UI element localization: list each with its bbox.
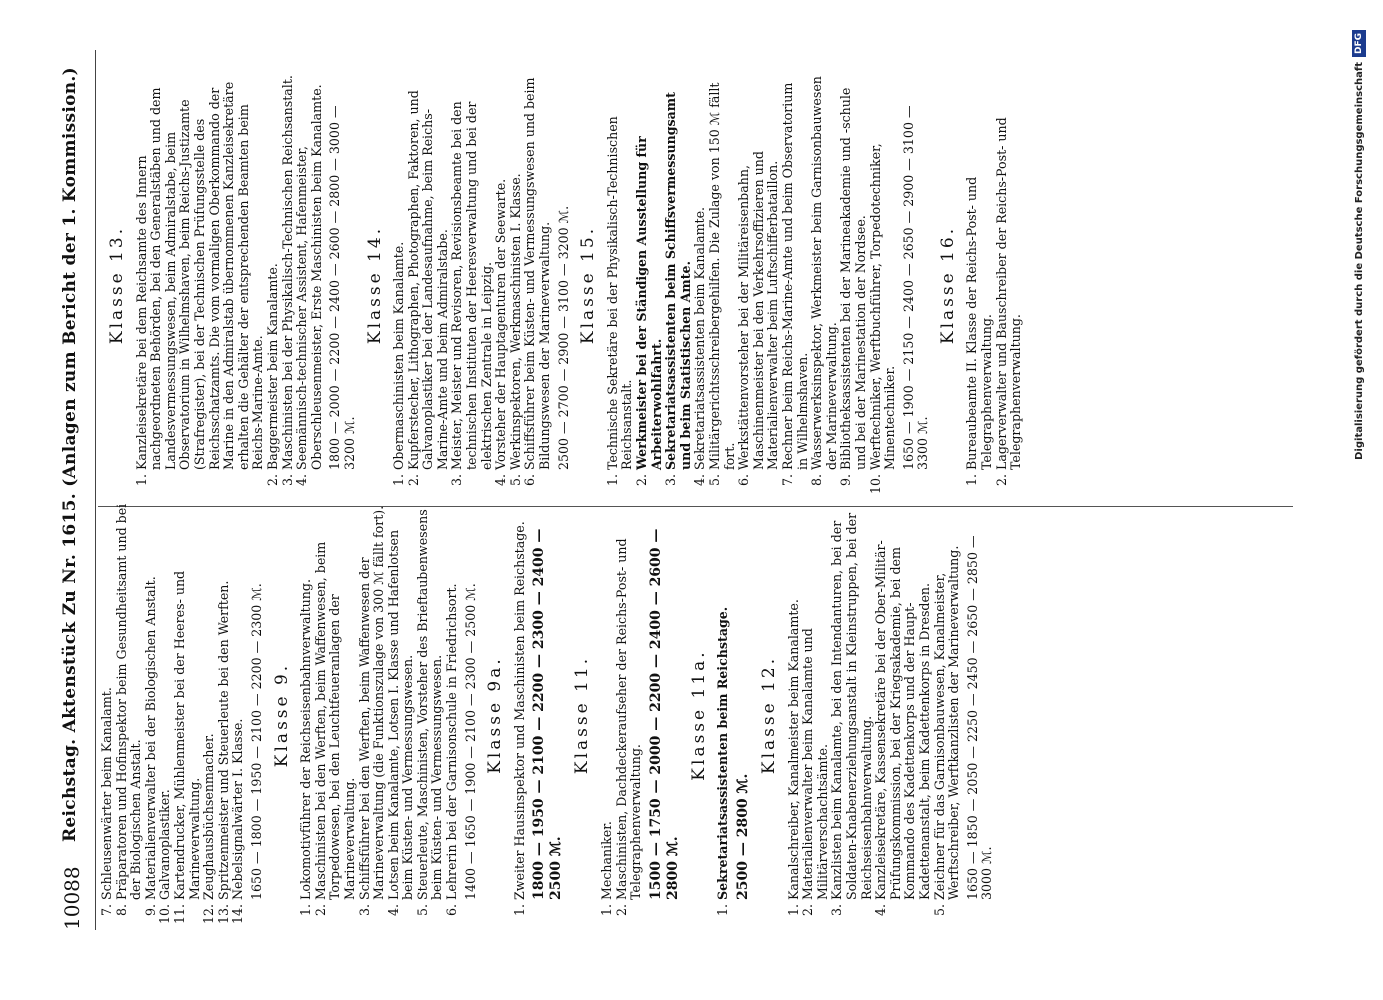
item-number: 1.	[964, 474, 980, 487]
item-text: Bureaubeamte II. Klasse der Reichs-Post- und Telegraphenverwaltung.	[964, 176, 995, 470]
item-number: 1.	[133, 474, 149, 487]
item-number: 11.	[171, 904, 187, 925]
list-item	[450, 70, 494, 500]
item-text: Schleusenwärter beim Kanalamt.	[99, 687, 114, 900]
page-number: 10088	[60, 866, 84, 930]
item-text: Sekretariatsassistenten beim Schiffsvermessungsamt und beim Statistischen Amte.	[663, 92, 693, 470]
item-text: Werkstättenvorsteher bei der Militäreisenbahn, Maschinenmeister bei den Verkehrsoffizieren und Materialienverwalter beim Luftschifferbataillon.	[736, 151, 781, 470]
item-text: Baggermeister beim Kanalamte.	[264, 263, 280, 470]
item-number: 8.	[113, 904, 129, 917]
item-number: 7.	[99, 904, 114, 917]
list-class-9	[299, 500, 460, 930]
item-text: Kartendrucker, Mühlenmeister bei der Heeres- und Marineverwaltung.	[171, 570, 202, 900]
item-text: Rechner beim Reichs-Marine-Amte und beim Observatorium in Wilhelmshaven.	[779, 82, 810, 470]
list-item	[965, 70, 994, 500]
item-number: 9.	[142, 904, 158, 917]
item-text: Zeichner für das Garnisonbauwesen, Kanalmeister, Werftschreiber, Werftkanzlisten der Marineverwaltung.	[931, 545, 962, 900]
item-number: 13.	[215, 904, 231, 925]
item-number: 3.	[663, 474, 679, 487]
list-item	[392, 70, 407, 500]
item-text: Kanalschreiber, Kanalmeister beim Kanalamte.	[785, 599, 801, 900]
list-item	[839, 70, 868, 500]
list-class-9a	[513, 500, 528, 930]
item-number: 7.	[779, 474, 795, 487]
item-number: 10.	[867, 474, 883, 495]
list-item	[513, 500, 528, 930]
list-item	[523, 70, 552, 500]
list-item	[445, 500, 460, 930]
list-item	[266, 70, 281, 500]
item-text: Lehrerin bei der Garnisonschule in Friedrichsort.	[444, 583, 460, 900]
item-number: 5.	[931, 904, 947, 917]
list-item	[135, 70, 266, 500]
item-text: Kanzleisekretäre, Kassensekretäre bei der Ober-Militär-Prüfungskommission, bei der Kriegsakademie, bei dem Kommando des Kadettenkorps und der Haupt-Kadettenanstalt, beim Kadettenkorps in Dresden.	[873, 540, 932, 900]
item-text: Sekretariatsassistenten beim Reichstage.	[715, 606, 731, 900]
list-class-13	[135, 70, 325, 500]
item-text: Vorsteher der Hauptagenturen der Seewarte.	[493, 178, 509, 470]
item-number: 1.	[599, 904, 615, 917]
heading-class-16: Klasse 16.	[937, 225, 958, 345]
list-item	[158, 500, 173, 930]
item-text: Maschinisten, Dachdeckeraufseher der Reichs-Post- und Telegraphenverwaltung.	[613, 538, 644, 900]
list-item	[295, 70, 324, 500]
item-text: Obermaschinisten beim Kanalamte.	[391, 241, 407, 470]
right-column	[100, 70, 1320, 500]
heading-class-15: Klasse 15.	[578, 225, 599, 345]
heading-class-11a: Klasse 11a.	[688, 649, 709, 781]
item-number: 1.	[298, 904, 314, 917]
list-item	[387, 500, 416, 930]
list-item	[635, 70, 664, 500]
item-number: 1.	[604, 474, 620, 487]
item-number: 1.	[715, 904, 731, 917]
list-item	[801, 500, 830, 930]
list-item	[281, 70, 296, 500]
list-item	[995, 70, 1024, 500]
list-item	[115, 500, 144, 930]
list-item	[299, 500, 314, 930]
item-number: 14.	[230, 904, 246, 925]
item-number: 5.	[706, 474, 722, 487]
item-text: Werkinspektoren, Werkmaschinisten I. Klasse.	[507, 173, 523, 470]
item-number: 2.	[613, 904, 629, 917]
list-item	[231, 500, 246, 930]
item-number: 6.	[522, 474, 538, 487]
item-text: Werftechniker, Werftbuchführer, Torpedotechniker, Minentechniker.	[867, 143, 898, 470]
item-number: 2.	[800, 904, 816, 917]
item-number: 3.	[829, 904, 845, 917]
item-number: 2.	[993, 474, 1009, 487]
digitization-stamp	[1344, 0, 1374, 1000]
item-number: 5.	[507, 474, 523, 487]
left-column	[100, 500, 1320, 930]
item-number: 12.	[201, 904, 217, 925]
item-text: Lagerverwalter und Bauschreiber der Reichs-Post- und Telegraphenverwaltung.	[993, 117, 1024, 470]
list-item	[494, 70, 509, 500]
item-text: Maschinisten bei den Werften, beim Waffenwesen, beim Torpedowesen, bei den Leuchtfeueranlagen der Marineverwaltung.	[312, 541, 357, 900]
item-text: Materialienverwalter bei der Biologischen Anstalt.	[142, 576, 158, 900]
item-text: Präparatoren und Hofinspektor beim Gesundheitsamt und bei der Biologischen Anstalt.	[113, 503, 144, 900]
item-text: Technische Sekretäre bei der Physikalisch-Technischen Reichsanstalt.	[604, 116, 635, 470]
item-text: Meister, Meister und Revisoren, Revisionsbeamte bei den technischen Instituten der Heeresverwaltung und bei der elektrischen Zentrale in Leipzig.	[449, 101, 494, 470]
dfg-credit-text: Digitalisierung gefördert durch die Deutsche Forschungsgemeinschaft	[1354, 62, 1365, 460]
item-number: 1.	[391, 474, 407, 487]
list-item	[693, 70, 708, 500]
item-number: 3.	[449, 474, 465, 487]
heading-class-9a: Klasse 9a.	[485, 656, 506, 774]
list-item	[830, 500, 874, 930]
item-text: Lotsen beim Kanalamte, Lotsen I. Klasse und Hafenlotsen beim Küsten- und Vermessungswesen.	[385, 529, 416, 900]
item-text: Nebelsignalwärter I. Klasse.	[230, 718, 246, 900]
item-number: 2.	[634, 474, 649, 487]
list-item	[708, 70, 737, 500]
list-class-16	[965, 70, 1023, 500]
item-number: 4.	[692, 474, 708, 487]
item-text: Materialienverwalter beim Kanalamte und Militärverschachtsämte.	[800, 628, 830, 900]
list-item	[358, 500, 387, 930]
item-number: 6.	[444, 904, 460, 917]
item-text: Kanzlisten beim Kanalamte, bei den Intendanturen, bei der Soldaten-Knabenerziehungsanstalt in Kleinstruppen, bei der Reichseisenbahnverwaltung.	[829, 512, 874, 900]
item-text: Maschinisten bei der Physikalisch-Technischen Reichsanstalt.	[279, 75, 295, 470]
heading-class-13: Klasse 13.	[107, 225, 127, 345]
salary-scale-class-12: 1650 — 1850 — 2050 — 2250 — 2450 — 2650 — 2850 — 3000 ℳ.	[964, 535, 995, 900]
item-text: Zeughausbüchsenmacher.	[201, 733, 217, 900]
list-class-15	[606, 70, 898, 500]
list-item	[664, 70, 693, 500]
item-text: Spritzenmeister und Steuerleute bei den Werften.	[215, 580, 231, 900]
item-text: Steuerleute, Maschinisten, Vorsteher des Brieftaubenwesens beim Küsten- und Vermessungswesen.	[414, 509, 445, 900]
list-item	[781, 70, 810, 500]
list-class-11a	[716, 500, 731, 930]
item-number: 3.	[356, 904, 372, 917]
list-item	[716, 500, 731, 930]
item-number: 2.	[312, 904, 328, 917]
list-item	[869, 70, 898, 500]
item-number: 9.	[838, 474, 854, 487]
list-item	[615, 500, 644, 930]
salary-scale-class-9: 1400 — 1650 — 1900 — 2100 — 2300 — 2500 ℳ.	[462, 583, 478, 900]
item-number: 4.	[385, 904, 401, 917]
list-item	[202, 500, 217, 930]
dfg-logo: DFG	[1352, 30, 1366, 57]
item-number: 5.	[414, 904, 430, 917]
item-text: Kanzleisekretäre bei dem Reichsamte des Innern nachgeordneten Behörden, bei den Generalstäben und dem Landesvermessungswesen, beim Admiralstabe, beim Observatorium in Wilhelmshaven, beim Reichs-Justizamte (Strafregister), bei der Technischen Prüfungsstelle des Reichsschatzamts. Die vom vormaligen Oberkommando der Marine in den Admiralstab übernommenen Kanzleisekretäre erhalten die Gehälter der entsprechenden Beamten beim Reichs-Marine-Amte.	[133, 81, 266, 470]
heading-class-11: Klasse 11.	[572, 655, 593, 775]
item-text: Schiffsführer beim Küsten- und Vermessungswesen und beim Bildungswesen der Marineverwaltung.	[522, 77, 553, 470]
header-rule	[95, 50, 96, 930]
item-text: Kupferstecher, Lithographen, Photographen, Faktoren, und Galvanoplastiker bei der Landesaufnahme, beim Reichs-Marine-Amte und beim Admiralstabe.	[405, 90, 450, 470]
item-text: Werkmeister bei der Ständigen Ausstellung für Arbeiterwohlfahrt.	[634, 136, 664, 470]
list-item	[874, 500, 932, 930]
item-number: 8.	[809, 474, 825, 487]
list-item	[144, 500, 159, 930]
list-item	[787, 500, 802, 930]
item-text: Schiffsführer bei den Werften, beim Waffenwesen der Marineverwaltung (die Funktionszulage von 300 ℳ fällt fort).	[356, 505, 387, 900]
list-item	[416, 500, 445, 930]
list-class-12	[787, 500, 962, 930]
list-item	[737, 70, 781, 500]
list-item	[173, 500, 202, 930]
list-class-14	[392, 70, 553, 500]
list-item	[933, 500, 962, 930]
item-number: 3.	[279, 474, 295, 487]
item-number: 1.	[511, 904, 527, 917]
salary-scale-class-13: 1800 — 2000 — 2200 — 2400 — 2600 — 2800 — 3000 — 3200 ℳ.	[327, 105, 357, 470]
item-text: Sekretariatsassistenten beim Kanalamte.	[692, 206, 708, 470]
salary-scale-class-9a: 1800 — 1950 — 2100 — 2200 — 2300 — 2400 — 2500 ℳ.	[531, 528, 565, 900]
item-number: 2.	[405, 474, 421, 487]
item-number: 4.	[294, 474, 310, 487]
item-text: Lokomotivführer der Reichseisenbahnverwaltung.	[298, 579, 314, 900]
list-item	[810, 70, 839, 500]
heading-class-12: Klasse 12.	[759, 655, 779, 775]
item-number: 6.	[736, 474, 752, 487]
item-text: Galvanoplastiker.	[157, 789, 173, 900]
item-number: 4.	[873, 904, 889, 917]
item-number: 2.	[264, 474, 280, 487]
salary-scale-class-14: 2500 — 2700 — 2900 — 3100 — 3200 ℳ.	[555, 205, 571, 470]
item-text: Bibliotheksassistenten bei der Marineakademie und -schule und bei der Marinestation der Nordsee.	[838, 87, 868, 470]
running-title: Reichstag. Aktenstück Zu Nr. 1615. (Anlagen zum Bericht der 1. Kommission.)	[60, 67, 80, 842]
item-text: Mechaniker.	[599, 821, 615, 900]
item-text: Zweiter Hausinspektor und Maschinisten beim Reichstage.	[511, 521, 527, 900]
item-number: 4.	[493, 474, 509, 487]
item-text: Seemännisch-technischer Assistent, Hafenmeister, Oberschleusenmeister, Erste Maschinisten beim Kanalamte.	[294, 84, 324, 470]
list-item	[100, 500, 115, 930]
list-class-11	[600, 500, 644, 930]
list-class-8-continued	[100, 500, 246, 930]
salary-scale-class-11: 1500 — 1750 — 2000 — 2200 — 2400 — 2600 — 2800 ℳ.	[647, 528, 681, 900]
item-text: Wasserwerksinspektor, Werkmeister beim Garnisonbauwesen der Marineverwaltung.	[809, 76, 839, 470]
list-item	[407, 70, 451, 500]
heading-class-9: Klasse 9.	[271, 662, 292, 768]
item-number: 1.	[785, 904, 801, 917]
item-text: Militärgerichtsschreibergehilfen. Die Zulage von 150 ℳ fällt fort.	[706, 82, 737, 470]
list-item	[509, 70, 524, 500]
heading-class-14: Klasse 14.	[364, 225, 385, 345]
list-item	[217, 500, 232, 930]
item-number: 10.	[157, 904, 173, 925]
salary-scale-class-8: 1650 — 1800 — 1950 — 2100 — 2200 — 2300 ℳ.	[248, 583, 264, 900]
salary-scale-class-11a: 2500 — 2800 ℳ.	[735, 773, 751, 900]
list-item	[314, 500, 358, 930]
page-header	[60, 50, 96, 930]
list-item	[600, 500, 615, 930]
list-item	[606, 70, 635, 500]
salary-scale-class-15: 1650 — 1900 — 2150 — 2400 — 2650 — 2900 — 3100 — 3300 ℳ.	[900, 105, 931, 470]
